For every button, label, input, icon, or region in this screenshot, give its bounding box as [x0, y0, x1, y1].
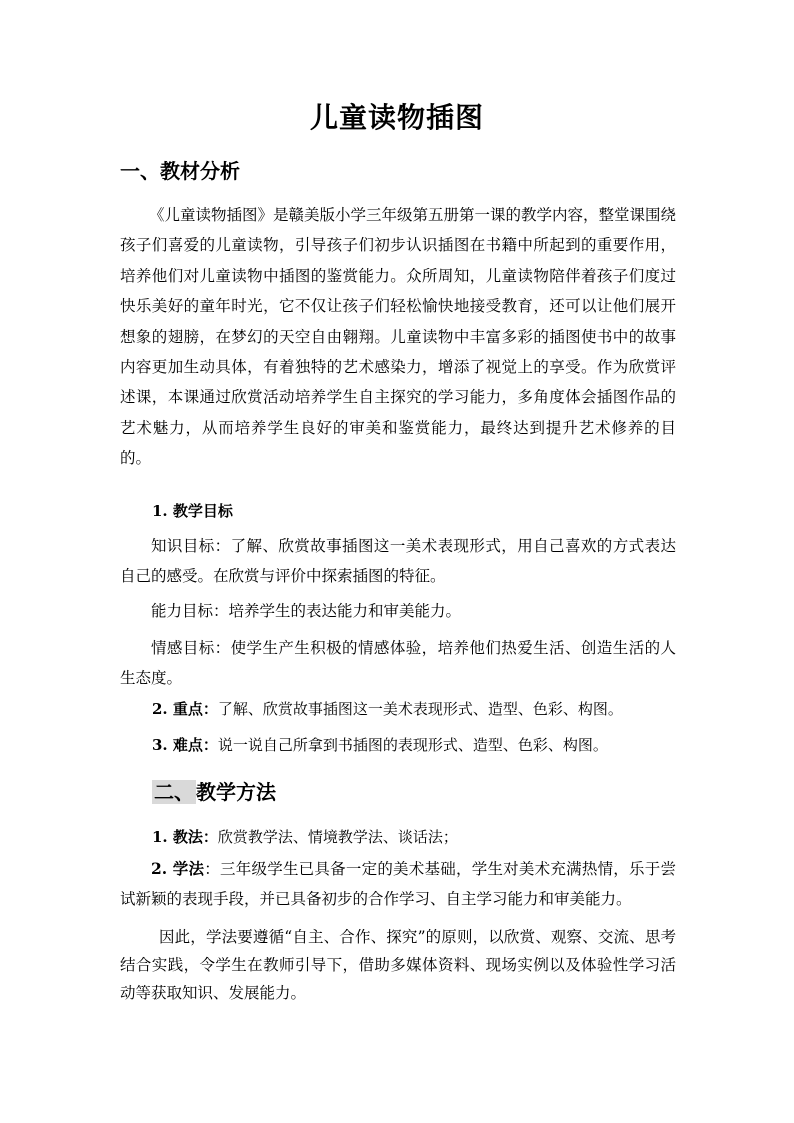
section-number-highlight: 二、	[154, 780, 194, 804]
key-point-line	[152, 698, 623, 720]
subheading-teaching-goals	[152, 500, 233, 522]
intro-paragraph: 《儿童读物插图》是赣美版小学三年级第五册第一课的教学内容，整堂课围绕孩子们喜爱的儿童读物，引导孩子们初步认识插图在书籍中所起到的重要作用，培养他们对儿童读物中插图的鉴赏能力。众所周知，儿童读物陪伴着孩子们度过快乐美好的童年时光，它不仅让孩子们轻松愉快地接受教育，还可以让他们展开想象的翅膀，在梦幻的天空自由翱翔。儿童读物中丰富多彩的插图使书中的故事内容更加生动具体，有着独特的艺术感染力，增添了视觉上的享受。作为欣赏评述课，本课通过欣赏活动培养学生自主探究的学习能力，多角度体会插图作品的艺术魅力，从而培养学生良好的审美和鉴赏能力，最终达到提升艺术修养的目的。	[120, 206, 677, 468]
goal-ability-paragraph: 能力目标：培养学生的表达能力和审美能力。	[151, 602, 462, 620]
teaching-method-text: 欣赏教学法、情境教学法、谈话法；	[217, 828, 458, 846]
section-heading-textbook-analysis: 一、教材分析	[120, 159, 240, 183]
difficulty-text: 说一说自己所拿到书插图的表现形式、造型、色彩、构图。	[217, 736, 608, 754]
goal-knowledge-paragraph: 知识目标：了解、欣赏故事插图这一美术表现形式，用自己喜欢的方式表达自己的感受。在欣赏与评价中探索插图的特征。	[120, 537, 676, 585]
teaching-method-label: 1. 教法：	[152, 828, 218, 846]
key-point-text: 了解、欣赏故事插图这一美术表现形式、造型、色彩、构图。	[217, 700, 623, 718]
teaching-method-line	[152, 826, 458, 848]
learning-method-label: 2. 学法	[151, 859, 205, 878]
learning-method-text: ：三年级学生已具备一定的美术基础，学生对美术充满热情，乐于尝试新颖的表现手段，并已具备初步的合作学习、自主学习能力和审美能力。	[120, 860, 676, 908]
difficulty-line	[152, 734, 608, 756]
goal-emotion-paragraph: 情感目标：使学生产生积极的情感体验，培养他们热爱生活、创造生活的人生态度。	[120, 639, 676, 687]
difficulty-label: 3. 难点：	[152, 736, 218, 754]
document-title: 儿童读物插图	[309, 101, 484, 134]
key-point-label: 2. 重点：	[152, 700, 218, 718]
learning-method-paragraph	[120, 854, 676, 914]
teaching-goals-label: 1. 教学目标	[152, 502, 233, 520]
closing-paragraph: 因此，学法要遵循“自主、合作、探究”的原则，以欣赏、观察、交流、思考结合实践，令学生在教师引导下，借助多媒体资料、现场实例以及体验性学习活动等获取知识、发展能力。	[120, 928, 676, 1002]
section-heading-text: 教学方法	[196, 780, 276, 804]
section-heading-teaching-methods	[152, 778, 276, 806]
